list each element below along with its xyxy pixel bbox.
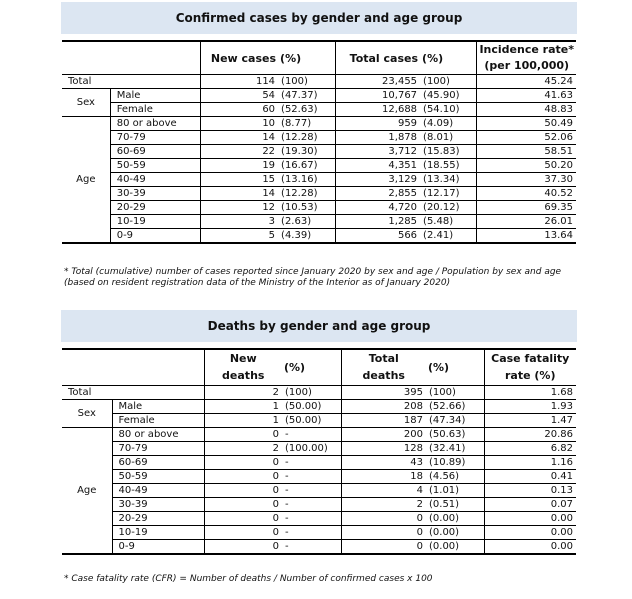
table-row [62, 385, 576, 399]
category-sex: Sex [62, 399, 112, 427]
table-row [62, 511, 576, 525]
total-value: 3,129 [336, 173, 420, 187]
table-row [62, 441, 576, 455]
total-pct: (0.00) [426, 525, 484, 539]
new-value: 0 [204, 469, 282, 483]
total-pct: (0.00) [426, 511, 484, 525]
table-row [62, 89, 576, 103]
new-pct: (50.00) [282, 413, 341, 427]
total-value: 18 [341, 469, 426, 483]
row-label: Total [62, 75, 201, 89]
row-label: Female [110, 103, 200, 117]
row-label: Total [62, 385, 204, 399]
rate-value: 52.06 [477, 131, 576, 145]
new-pct: (52.63) [278, 103, 336, 117]
table-row [62, 173, 576, 187]
total-value: 4 [341, 483, 426, 497]
header-total-deaths-line2: deaths [362, 369, 405, 383]
total-pct: (20.12) [420, 201, 477, 215]
total-pct: (4.09) [420, 117, 477, 131]
row-label: 60-69 [110, 145, 200, 159]
total-value: 2,855 [336, 187, 420, 201]
new-value: 12 [201, 201, 278, 215]
total-pct: (18.55) [420, 159, 477, 173]
new-pct: (4.39) [278, 229, 336, 244]
new-value: 2 [204, 385, 282, 399]
total-value: 128 [341, 441, 426, 455]
total-value: 187 [341, 413, 426, 427]
new-value: 54 [201, 89, 278, 103]
header-total-pct: (%) [420, 41, 477, 75]
total-pct: (8.01) [420, 131, 477, 145]
total-pct: (1.01) [426, 483, 484, 497]
new-value: 0 [204, 511, 282, 525]
new-value: 0 [204, 455, 282, 469]
new-value: 0 [204, 525, 282, 539]
table-row [62, 525, 576, 539]
total-pct: (45.90) [420, 89, 477, 103]
rate-value: 45.24 [477, 75, 576, 89]
row-label: 60-69 [112, 455, 204, 469]
row-label: 80 or above [110, 117, 200, 131]
row-label: 0-9 [110, 229, 200, 244]
rate-value: 1.93 [484, 399, 576, 413]
new-value: 15 [201, 173, 278, 187]
row-label: Female [112, 413, 204, 427]
new-pct: - [282, 497, 341, 511]
header-new-deaths [204, 349, 282, 385]
total-pct: (50.63) [426, 427, 484, 441]
rate-value: 41.63 [477, 89, 576, 103]
row-label: Male [112, 399, 204, 413]
rate-value: 0.13 [484, 483, 576, 497]
header-blank [62, 41, 201, 75]
rate-value: 58.51 [477, 145, 576, 159]
new-value: 3 [201, 215, 278, 229]
total-pct: (52.66) [426, 399, 484, 413]
new-pct: - [282, 525, 341, 539]
header-incidence-rate [477, 41, 576, 75]
table-row [62, 117, 576, 131]
new-pct: (100.00) [282, 441, 341, 455]
new-pct: (100) [278, 75, 336, 89]
category-sex: Sex [62, 89, 110, 117]
new-pct: (2.63) [278, 215, 336, 229]
total-value: 200 [341, 427, 426, 441]
rate-value: 1.68 [484, 385, 576, 399]
row-label: 0-9 [112, 539, 204, 554]
header-cfr-line1: Case fatality [491, 352, 570, 366]
new-value: 1 [204, 413, 282, 427]
table-row [62, 399, 576, 413]
rate-value: 0.07 [484, 497, 576, 511]
deaths-table [62, 348, 576, 555]
header-cfr-line2: rate (%) [505, 369, 556, 383]
new-pct: (100) [282, 385, 341, 399]
new-pct: (50.00) [282, 399, 341, 413]
total-value: 208 [341, 399, 426, 413]
row-label: 50-59 [112, 469, 204, 483]
new-pct: (13.16) [278, 173, 336, 187]
rate-value: 37.30 [477, 173, 576, 187]
new-value: 0 [204, 483, 282, 497]
table-row [62, 427, 576, 441]
total-pct: (13.34) [420, 173, 477, 187]
row-label: Male [110, 89, 200, 103]
new-pct: - [282, 427, 341, 441]
new-pct: - [282, 539, 341, 554]
header-total-pct: (%) [426, 349, 484, 385]
rate-value: 1.16 [484, 455, 576, 469]
table-row [62, 159, 576, 173]
row-label: 30-39 [112, 497, 204, 511]
total-pct: (5.48) [420, 215, 477, 229]
new-pct: (12.28) [278, 131, 336, 145]
table-row [62, 229, 576, 244]
table1-footnote: * Total (cumulative) number of cases reported since January 2020 by sex and age / Population by sex and age (based on resident registration data of the Ministry of the Interior as of January 2020) [64, 267, 562, 288]
rate-value: 6.82 [484, 441, 576, 455]
table-row [62, 145, 576, 159]
rate-value: 26.01 [477, 215, 576, 229]
header-total-deaths [341, 349, 426, 385]
category-age: Age [62, 117, 110, 244]
table-row [62, 539, 576, 554]
new-value: 0 [204, 497, 282, 511]
new-value: 2 [204, 441, 282, 455]
rate-value: 0.00 [484, 511, 576, 525]
total-value: 0 [341, 525, 426, 539]
new-value: 14 [201, 187, 278, 201]
table-row [62, 201, 576, 215]
total-pct: (12.17) [420, 187, 477, 201]
rate-value: 0.00 [484, 539, 576, 554]
header-total-cases: Total cases [336, 41, 420, 75]
new-value: 0 [204, 539, 282, 554]
confirmed-cases-table [62, 40, 576, 244]
table1-title: Confirmed cases by gender and age group [61, 2, 577, 34]
table-row [62, 413, 576, 427]
row-label: 40-49 [110, 173, 200, 187]
total-value: 0 [341, 539, 426, 554]
row-label: 70-79 [110, 131, 200, 145]
table2-footnote: * Case fatality rate (CFR) = Number of deaths / Number of confirmed cases x 100 [64, 574, 433, 584]
total-value: 12,688 [336, 103, 420, 117]
rate-value: 50.20 [477, 159, 576, 173]
table-row [62, 455, 576, 469]
new-value: 60 [201, 103, 278, 117]
rate-value: 13.64 [477, 229, 576, 244]
row-label: 80 or above [112, 427, 204, 441]
total-pct: (100) [420, 75, 477, 89]
row-label: 50-59 [110, 159, 200, 173]
header-blank [62, 349, 204, 385]
total-value: 43 [341, 455, 426, 469]
rate-value: 1.47 [484, 413, 576, 427]
row-label: 10-19 [112, 525, 204, 539]
new-value: 10 [201, 117, 278, 131]
rate-value: 48.83 [477, 103, 576, 117]
new-value: 1 [204, 399, 282, 413]
total-pct: (100) [426, 385, 484, 399]
row-label: 40-49 [112, 483, 204, 497]
row-label: 10-19 [110, 215, 200, 229]
total-pct: (0.51) [426, 497, 484, 511]
row-label: 20-29 [112, 511, 204, 525]
header-new-pct: (%) [282, 349, 341, 385]
total-value: 10,767 [336, 89, 420, 103]
total-pct: (15.83) [420, 145, 477, 159]
row-label: 20-29 [110, 201, 200, 215]
new-pct: (8.77) [278, 117, 336, 131]
table-row [62, 103, 576, 117]
header-new-pct: (%) [278, 41, 336, 75]
rate-value: 50.49 [477, 117, 576, 131]
total-value: 4,351 [336, 159, 420, 173]
new-pct: (19.30) [278, 145, 336, 159]
new-pct: (12.28) [278, 187, 336, 201]
new-pct: - [282, 455, 341, 469]
new-pct: - [282, 469, 341, 483]
category-age: Age [62, 427, 112, 554]
header-new-cases: New cases [201, 41, 278, 75]
rate-value: 40.52 [477, 187, 576, 201]
header-new-deaths-line1: New [229, 352, 257, 366]
header-new-deaths-line2: deaths [222, 369, 265, 383]
new-value: 5 [201, 229, 278, 244]
row-label: 70-79 [112, 441, 204, 455]
new-pct: - [282, 511, 341, 525]
rate-value: 0.00 [484, 525, 576, 539]
total-value: 3,712 [336, 145, 420, 159]
total-pct: (0.00) [426, 539, 484, 554]
total-pct: (47.34) [426, 413, 484, 427]
total-value: 566 [336, 229, 420, 244]
new-value: 22 [201, 145, 278, 159]
row-label: 30-39 [110, 187, 200, 201]
total-value: 395 [341, 385, 426, 399]
header-incidence-line1: Incidence rate* [479, 43, 574, 56]
header-incidence-line2: (per 100,000) [484, 59, 570, 72]
total-value: 1,878 [336, 131, 420, 145]
table-row [62, 497, 576, 511]
new-pct: - [282, 483, 341, 497]
total-value: 0 [341, 511, 426, 525]
total-value: 2 [341, 497, 426, 511]
table2-title: Deaths by gender and age group [61, 310, 577, 342]
new-value: 0 [204, 427, 282, 441]
table-row [62, 215, 576, 229]
new-pct: (10.53) [278, 201, 336, 215]
new-pct: (16.67) [278, 159, 336, 173]
new-value: 19 [201, 159, 278, 173]
rate-value: 20.86 [484, 427, 576, 441]
new-pct: (47.37) [278, 89, 336, 103]
total-value: 4,720 [336, 201, 420, 215]
total-value: 1,285 [336, 215, 420, 229]
new-value: 14 [201, 131, 278, 145]
table-row [62, 131, 576, 145]
new-value: 114 [201, 75, 278, 89]
header-total-deaths-line1: Total [368, 352, 399, 366]
total-pct: (2.41) [420, 229, 477, 244]
total-value: 23,455 [336, 75, 420, 89]
table-row [62, 75, 576, 89]
total-pct: (54.10) [420, 103, 477, 117]
header-cfr [484, 349, 576, 385]
total-pct: (10.89) [426, 455, 484, 469]
table-row [62, 187, 576, 201]
total-value: 959 [336, 117, 420, 131]
rate-value: 0.41 [484, 469, 576, 483]
table-row [62, 483, 576, 497]
total-pct: (4.56) [426, 469, 484, 483]
rate-value: 69.35 [477, 201, 576, 215]
table-row [62, 469, 576, 483]
total-pct: (32.41) [426, 441, 484, 455]
